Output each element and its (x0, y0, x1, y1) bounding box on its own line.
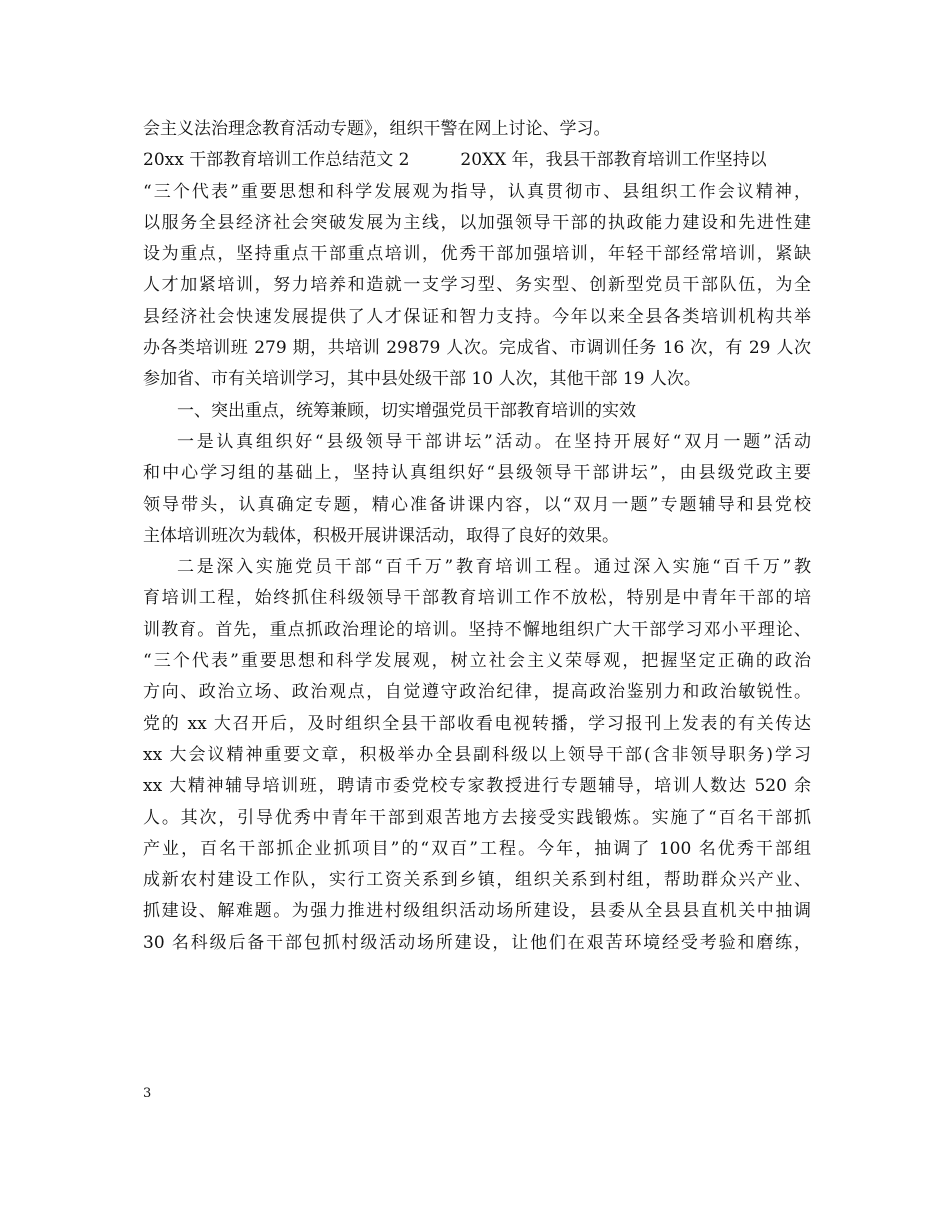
page-number: 3 (143, 1086, 152, 1101)
text-line: 和中心学习组的基础上，坚持认真组织好“县级领导干部讲坛”，由县级党政主要 (143, 463, 811, 484)
text-line: 领导带头，认真确定专题，精心准备讲课内容，以“双月一题”专题辅导和县党校 (143, 494, 811, 515)
text-line: 20xx 干部教育培训工作总结范文 2 20XX 年，我县干部教育培训工作坚持以 (143, 150, 767, 171)
text-line: 产业，百名干部抓企业抓项目”的“双百”工程。今年，抽调了 100 名优秀干部组 (143, 838, 811, 859)
text-line: 抓建设、解难题。为强力推进村级组织活动场所建设，县委从全县县直机关中抽调 (143, 901, 811, 922)
text-line: “三个代表”重要思想和科学发展观为指导，认真贯彻市、县组织工作会议精神， (143, 181, 811, 202)
text-line: 人。其次，引导优秀中青年干部到艰苦地方去接受实践锻炼。实施了“百名干部抓 (143, 807, 811, 828)
text-line: “三个代表”重要思想和科学发展观，树立社会主义荣辱观，把握坚定正确的政治 (143, 651, 811, 672)
text-line: xx 大会议精神重要文章，积极举办全县副科级以上领导干部(含非领导职务)学习 (143, 744, 811, 765)
text-line: 30 名科级后备干部包抓村级活动场所建设，让他们在艰苦环境经受考验和磨练， (143, 932, 811, 953)
text-line: 主体培训班次为载体，积极开展讲课活动，取得了良好的效果。 (143, 525, 619, 546)
text-line: 成新农村建设工作队，实行工资关系到乡镇，组织关系到村组，帮助群众兴产业、 (143, 870, 811, 891)
text-line: 以服务全县经济社会突破发展为主线，以加强领导干部的执政能力建设和先进性建 (143, 212, 811, 233)
text-line: 二是深入实施党员干部“百千万”教育培训工程。通过深入实施“百千万”教 (177, 557, 811, 578)
text-line: 训教育。首先，重点抓政治理论的培训。坚持不懈地组织广大干部学习邓小平理论、 (143, 619, 811, 640)
document-body (143, 114, 811, 959)
text-line: 一是认真组织好“县级领导干部讲坛”活动。在坚持开展好“双月一题”活动 (177, 431, 811, 452)
text-line: 党的 xx 大召开后，及时组织全县干部收看电视转播，学习报刊上发表的有关传达 (143, 713, 811, 734)
text-line: 办各类培训班 279 期，共培训 29879 人次。完成省、市调训任务 16 次，有 29 人次 (143, 338, 811, 359)
text-line: 育培训工程，始终抓住科级领导干部教育培训工作不放松，特别是中青年干部的培 (143, 588, 811, 609)
text-line: xx 大精神辅导培训班，聘请市委党校专家教授进行专题辅导，培训人数达 520 余 (143, 776, 811, 797)
text-line: 一、突出重点，统筹兼顾，切实增强党员干部教育培训的实效 (177, 400, 636, 421)
text-line: 人才加紧培训，努力培养和造就一支学习型、务实型、创新型党员干部队伍，为全 (143, 275, 811, 296)
text-line: 方向、政治立场、政治观点，自觉遵守政治纪律，提高政治鉴别力和政治敏锐性。 (143, 682, 811, 703)
text-line: 设为重点，坚持重点干部重点培训，优秀干部加强培训，年轻干部经常培训，紧缺 (143, 244, 811, 265)
text-line: 会主义法治理念教育活动专题》，组织干警在网上讨论、学习。 (143, 119, 611, 139)
text-line: 参加省、市有关培训学习，其中县处级干部 10 人次，其他干部 19 人次。 (143, 369, 701, 390)
text-line: 县经济社会快速发展提供了人才保证和智力支持。今年以来全县各类培训机构共举 (143, 306, 811, 327)
